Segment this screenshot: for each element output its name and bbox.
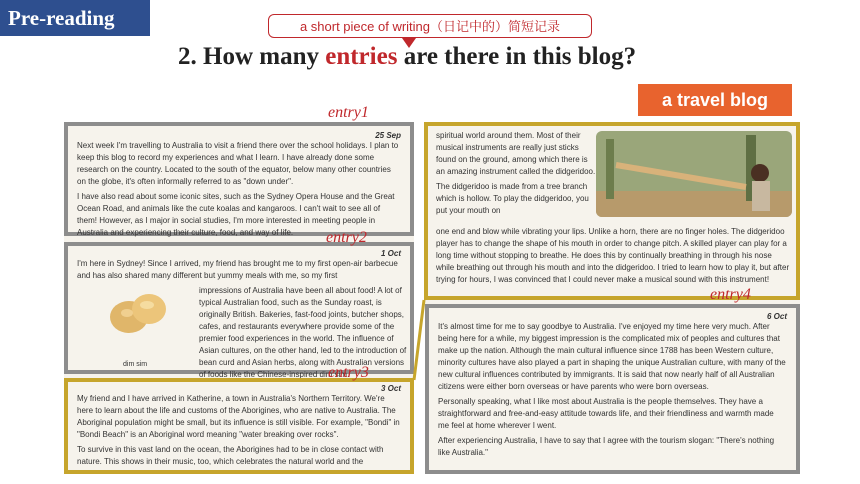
entry3-paragraph-5: one end and blow while vibrating your lips. Unlike a horn, there are no finger holes. The didgeridoo player has to change the shape of his mouth in order to change pitch. A skilled player can play for a long time without stopping to breathe. He does this by continually breathing in through his nose while breathing out through his mouth and into the didgeridoo. I tried to learn how to play it, but after trying for hours, I was convinced that I could never make a musical sound with this instrument!	[436, 227, 790, 284]
entry4-paragraph-1: It's almost time for me to say goodbye to Australia. I've enjoyed my time here very much. After being here for a while, my biggest impression is the complicated mix of peoples and cultures that make up the nation. Although the main cultural influence since 1788 has been Western culture, minority cultures have also played a part in shaping the unique Australian culture, with many of the new cultural influences contributed by immigrants. It is said that now nearly half of all Australian citizens were either born overseas or have parents who were born overseas.	[438, 322, 786, 391]
question-suffix: are there in this blog?	[397, 43, 637, 70]
entry3-label: entry3	[328, 364, 369, 381]
entry1-paragraph-1: Next week I'm travelling to Australia to visit a friend there over the school holidays. I plan to keep this blog to record my experiences and what I learn. I have already done some research on the country. Located to the south of the equator, below many other countries on the globe, it's often informally referred to as "down under".	[77, 141, 399, 186]
entry1-frame	[64, 122, 414, 236]
didgeridoo-photo	[596, 131, 792, 217]
entry1-label: entry1	[328, 104, 369, 121]
entry3-frame-right	[424, 122, 800, 300]
definition-note: a short piece of writing（日记中的）简短记录	[268, 14, 592, 38]
entry3-frame-left	[64, 378, 414, 474]
travel-blog-badge: a travel blog	[638, 84, 792, 116]
entry2-frame	[64, 242, 414, 379]
entry1-date: 25 Sep	[375, 131, 401, 140]
entry4-date: 6 Oct	[766, 312, 787, 321]
entry3-paragraph-1: My friend and I have arrived in Katherine, a town in Australia's Northern Territory. We're here to learn about the life and customs of the Aborigines, who are native to Australia. The Aboriginal population might be small, but its influence is still visible. For example, "Bondi" in "Bondi Beach" is an Aboriginal word meaning "water breaking over rocks".	[77, 394, 400, 439]
entry4-frame	[425, 304, 800, 474]
entry1-paragraph-2: I have also read about some iconic sites, such as the Sydney Opera House and the Great Ocean Road, and animals like the cute koalas and kangaroos. I can't wait to see all of them! However, as I major in social studies, I'm more interested in meeting people in Australia and experiencing their culture, food, and way of life.	[77, 192, 395, 237]
section-tag: Pre-reading	[0, 0, 150, 36]
entry4-paragraph-3: After experiencing Australia, I have to say that I agree with the tourism slogan: "There's nothing like Australia."	[438, 436, 775, 457]
question-highlight: entries	[325, 43, 398, 70]
dim-sim-caption: dim sim	[123, 361, 148, 368]
dim-sim-image	[107, 287, 169, 339]
entry4-label: entry4	[710, 286, 751, 303]
question-heading	[178, 43, 636, 71]
question-prefix: 2. How many	[178, 43, 326, 70]
entry3-date: 3 Oct	[380, 384, 401, 393]
entry3-paragraph-3: spiritual world around them. Most of their musical instruments are really just sticks found on the ground, among which there is an amazing instrument called the didgeridoo.	[436, 131, 596, 176]
entry4-paragraph-2: Personally speaking, what I like most about Australia is the people themselves. They have a straightforward and free-and-easy attitude towards life, and their friendliness and warmth made me feel at home wherever I went.	[438, 397, 774, 430]
entry2-paragraph-1: I'm here in Sydney! Since I arrived, my friend has brought me to my first open-air barbecue and has also shared many different but yummy meals with me, so my first	[77, 259, 398, 280]
entry2-paragraph-2: impressions of Australia have been all about food! A lot of typical Australian food, such as the Sunday roast, is originally British. Bakeries, fast-food joints, butcher shops, cafes, and restaurants everywhere provide some of the premier food experiences in the world. The influence of Asian cultures, on the other hand, led to the introduction of bean curd and Asian herbs, along with Australian versions of foods like the Chinese-inspired dim sim.	[199, 286, 407, 379]
entry3-paragraph-4: The didgeridoo is made from a tree branch which is hollow. To play the didgeridoo, you put your mouth on	[436, 182, 589, 215]
entry3-paragraph-2: To survive in this vast land on the ocean, the Aborigines had to be in close contact with nature. This shows in their music, too, which celebrates the natural world and the	[77, 445, 384, 466]
entry2-label: entry2	[326, 229, 367, 246]
entry2-date: 1 Oct	[380, 249, 401, 258]
